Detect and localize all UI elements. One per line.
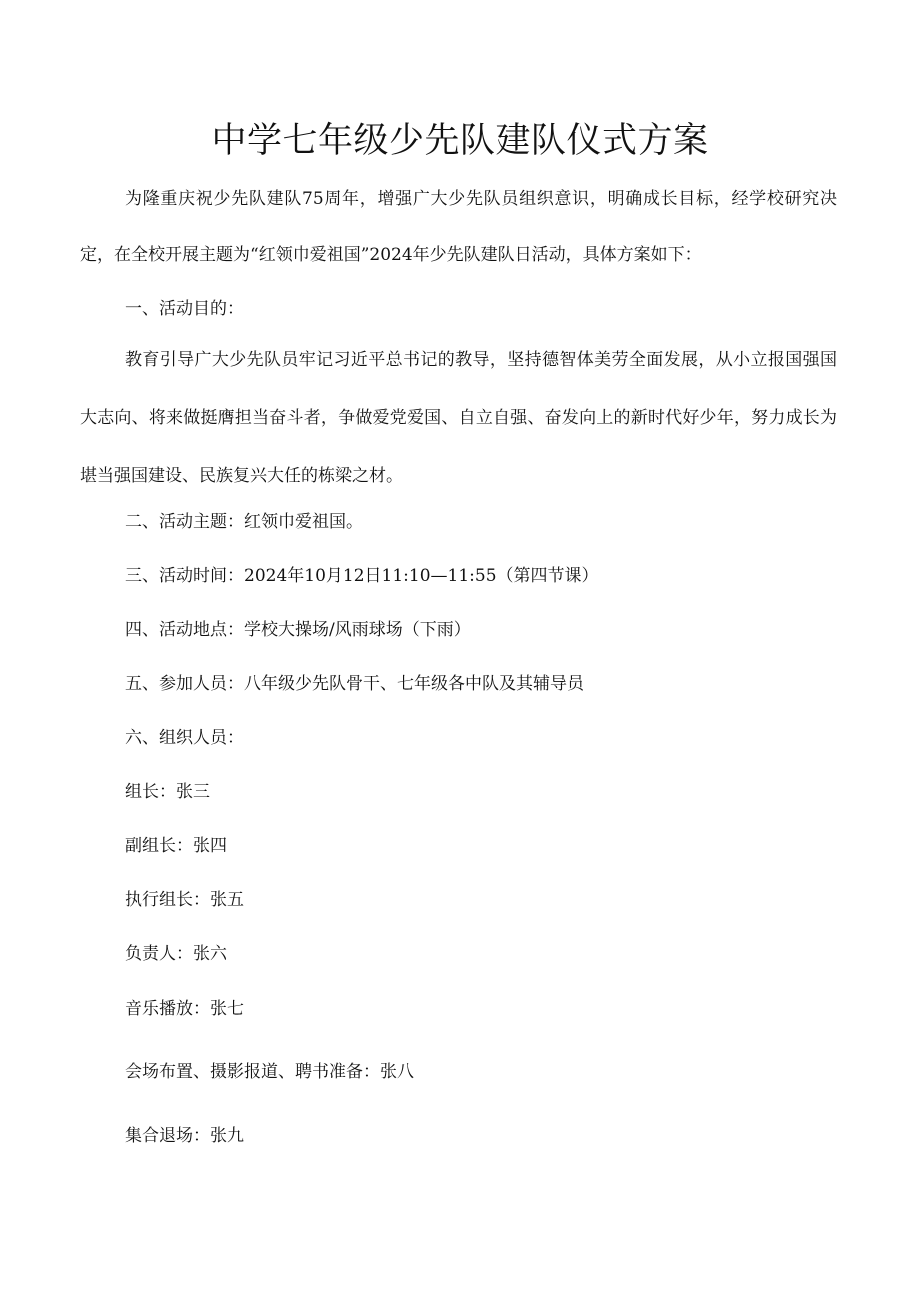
organizer-item-executive-leader: 执行组长：张五 [125,890,244,910]
organizer-item-deputy-leader: 副组长：张四 [125,836,227,856]
section-theme: 二、活动主题：红领巾爱祖国。 [125,512,363,532]
organizer-item-person-in-charge: 负责人：张六 [125,944,227,964]
section-location: 四、活动地点：学校大操场/风雨球场（下雨） [125,620,471,640]
section-time: 三、活动时间：2024年10月12日11:10—11:55（第四节课） [125,566,599,586]
section-organizers-heading: 六、组织人员： [125,728,244,748]
section-purpose-heading: 一、活动目的： [125,299,244,319]
section-participants: 五、参加人员：八年级少先队骨干、七年级各中队及其辅导员 [125,674,584,694]
organizer-item-music: 音乐播放：张七 [125,999,244,1019]
document-title: 中学七年级少先队建队仪式方案 [211,121,709,161]
intro-paragraph: 为隆重庆祝少先队建队75周年，增强广大少先队员组织意识，明确成长目标，经学校研究决定，在全校开展主题为“红领巾爱祖国”2024年少先队建队日活动，具体方案如下： [80,189,837,265]
purpose-paragraph: 教育引导广大少先队员牢记习近平总书记的教导，坚持德智体美劳全面发展，从小立报国强国大志向、将来做挺膺担当奋斗者，争做爱党爱国、自立自强、奋发向上的新时代好少年，努力成长为堪当强国建设、民族复兴大任的栋梁之材。 [80,350,837,486]
organizer-item-leader: 组长：张三 [125,782,210,802]
organizer-item-venue-photo-certificates: 会场布置、摄影报道、聘书准备：张八 [125,1062,414,1082]
organizer-item-assembly-exit: 集合退场：张九 [125,1126,244,1146]
